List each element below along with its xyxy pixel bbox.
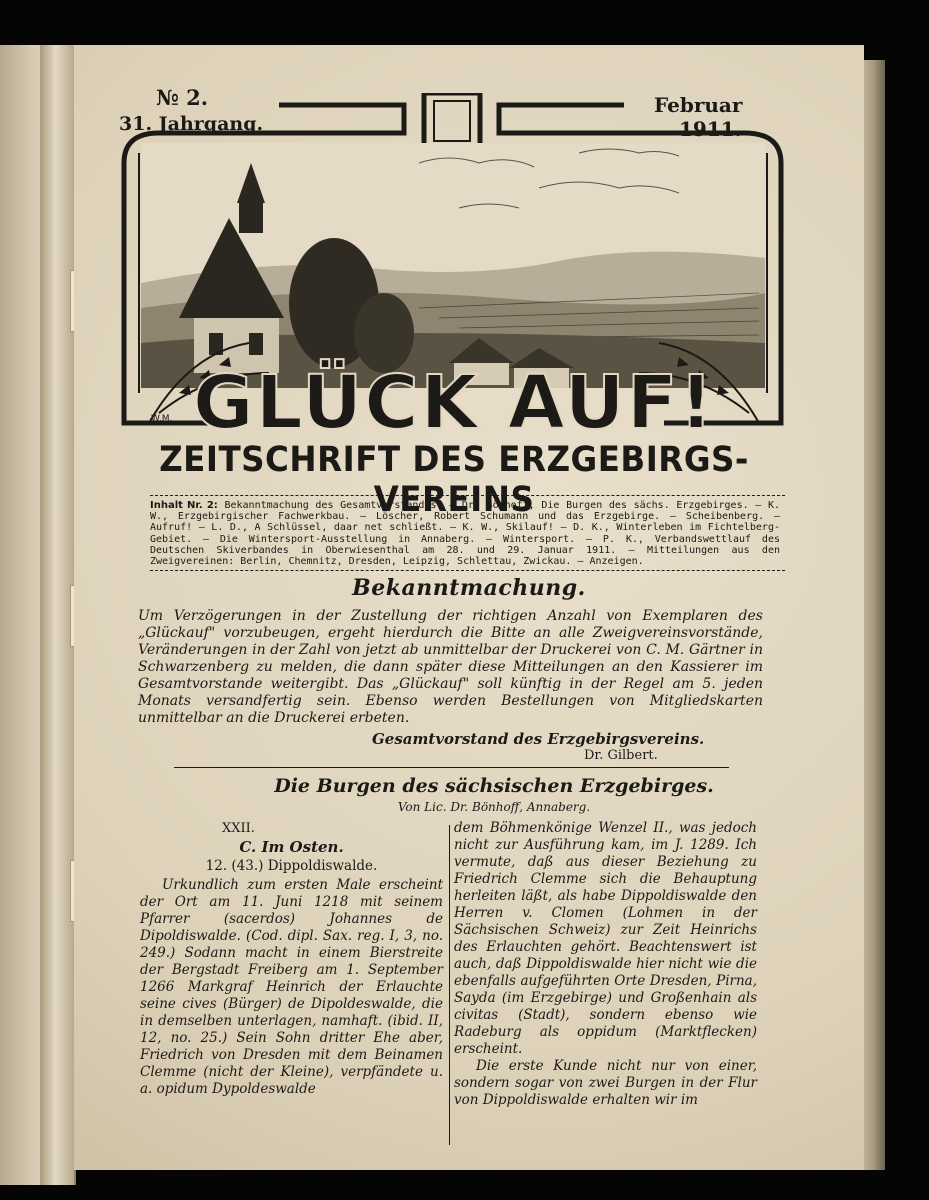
announcement-title: Bekanntmachung. bbox=[352, 575, 586, 601]
announcement-body: Um Verzögerungen in der Zustellung der richtigen Anzahl von Exemplaren des „Glückauf" vorzubeugen, ergeht hierdurch die Bitte an alle Zweigvereinsvorstände, Veränderungen in der Zahl von jetzt ab unmittelbar der Druckerei von C. M. Gärtner in Schwarzenberg zu melden, die dann später diese Mitteilungen an den Kassierer im Gesamtvorstande weitergibt. Das „Glückauf" soll künftig in der Regel am 5. jeden Monats versandfertig sein. Ebenso werden Bestellungen von Mitgliedskarten unmittelbar an die Druckerei erbeten. bbox=[138, 608, 763, 726]
announcement-signature-org: Gesamtvorstand des Erzgebirgsvereins. bbox=[372, 730, 705, 748]
announcement-signature-name: Dr. Gilbert. bbox=[584, 748, 658, 763]
contents-label: Inhalt Nr. 2: bbox=[150, 500, 218, 511]
article-column-right bbox=[454, 820, 757, 1109]
issue-year: 1911. bbox=[679, 117, 742, 141]
article-paragraph: Die erste Kunde nicht nur von einer, sondern sogar von zwei Burgen in der Flur von Dippoldiswalde erhalten wir im bbox=[454, 1058, 757, 1108]
article-part: XXII. bbox=[222, 821, 255, 836]
contents-rule-top bbox=[150, 495, 785, 496]
contents-text: Bekanntmachung des Gesamtvorstandes. – Dr. Bönhoff, Die Burgen des sächs. Erzgebirges. – K. W., Erzgebirgischer Fachwerkbau. – Löscher, Robert Schumann und das Erzgebirge. – Scheibenberg. – Aufruf! – L. D., A Schlüssel, daar net schließt. – K. W., Skilauf! – D. K., Winterleben im Fichtelberg-Gebiet. – Die Wintersport-Ausstellung in Annaberg. – Wintersport. – P. K., Verbandswettlauf des Deutschen Skiverbandes in Oberwiesenthal am 28. und 29. Januar 1911. – Mitteilungen aus den Zweigvereinen: Berlin, Chemnitz, Dresden, Leipzig, Schlettau, Zwickau. – Anzeigen. bbox=[150, 500, 780, 568]
article-paragraph: dem Böhmenkönige Wenzel II., was jedoch nicht zur Ausführung kam, im J. 1289. Ich vermute, daß aus dieser Beziehung zu Friedrich Clemme sich die Behauptung herleiten läßt, als habe Dippoldiswalde den Herren v. Clomen (Lohmen in der Sächsischen Schweiz) zur Zeit Heinrichs des Erlauchten gehört. Beachtenswert ist auch, daß Dippoldiswalde hier nicht wie die ebenfalls aufgeführten Orte Dresden, Pirna, Sayda (im Erzgebirge) und Großenhain als civitas (Stadt), sondern ebenso wie Radeburg als oppidum (Marktflecken) erscheint. bbox=[454, 820, 757, 1057]
article-title: Die Burgen des sächsischen Erzgebirges. bbox=[274, 775, 714, 797]
section-separator bbox=[174, 767, 729, 768]
contents-rule-bottom bbox=[150, 570, 785, 571]
issue-month: Februar bbox=[654, 93, 743, 117]
artist-signature: W.M. bbox=[151, 414, 173, 424]
column-divider bbox=[449, 825, 450, 1145]
article-author: Von Lic. Dr. Bönhoff, Annaberg. bbox=[397, 800, 591, 814]
article-section-heading: C. Im Osten. bbox=[239, 838, 344, 856]
binding-spine bbox=[40, 45, 74, 1185]
volume-label: 31. Jahrgang. bbox=[119, 113, 264, 135]
issue-number: № 2. bbox=[156, 85, 209, 110]
magazine-page bbox=[74, 45, 864, 1170]
article-paragraph: Urkundlich zum ersten Male erscheint der Ort am 11. Juni 1218 mit seinem Pfarrer (sacerdos) Johannes de Dipoldiswalde. (Cod. dipl. Sax. reg. I, 3, no. 249.) Sodann macht in einem Bierstreite der Bergstadt Freiberg am 1. September 1266 Markgraf Heinrich der Erlauchte seine cives (Bürger) de Dipoldeswalde, die in demselben unterlagen, namhaft. (ibid. II, 12, no. 25.) Sein Sohn dritter Ehe aber, Friedrich von Dresden mit dem Beinamen Clemme (nicht der Kleine), verpfändete u. a. opidum Dypoldeswalde bbox=[140, 877, 443, 1097]
article-column-left bbox=[140, 820, 443, 1098]
masthead-subtitle: ZEITSCHRIFT DES ERZGEBIRGS-VEREINS bbox=[159, 440, 749, 520]
article-subsection-heading: 12. (43.) Dippoldiswalde. bbox=[205, 858, 378, 874]
table-of-contents bbox=[150, 500, 780, 567]
masthead-title: GLÜCK AUF! bbox=[192, 360, 716, 438]
masthead-illustration bbox=[119, 93, 789, 438]
